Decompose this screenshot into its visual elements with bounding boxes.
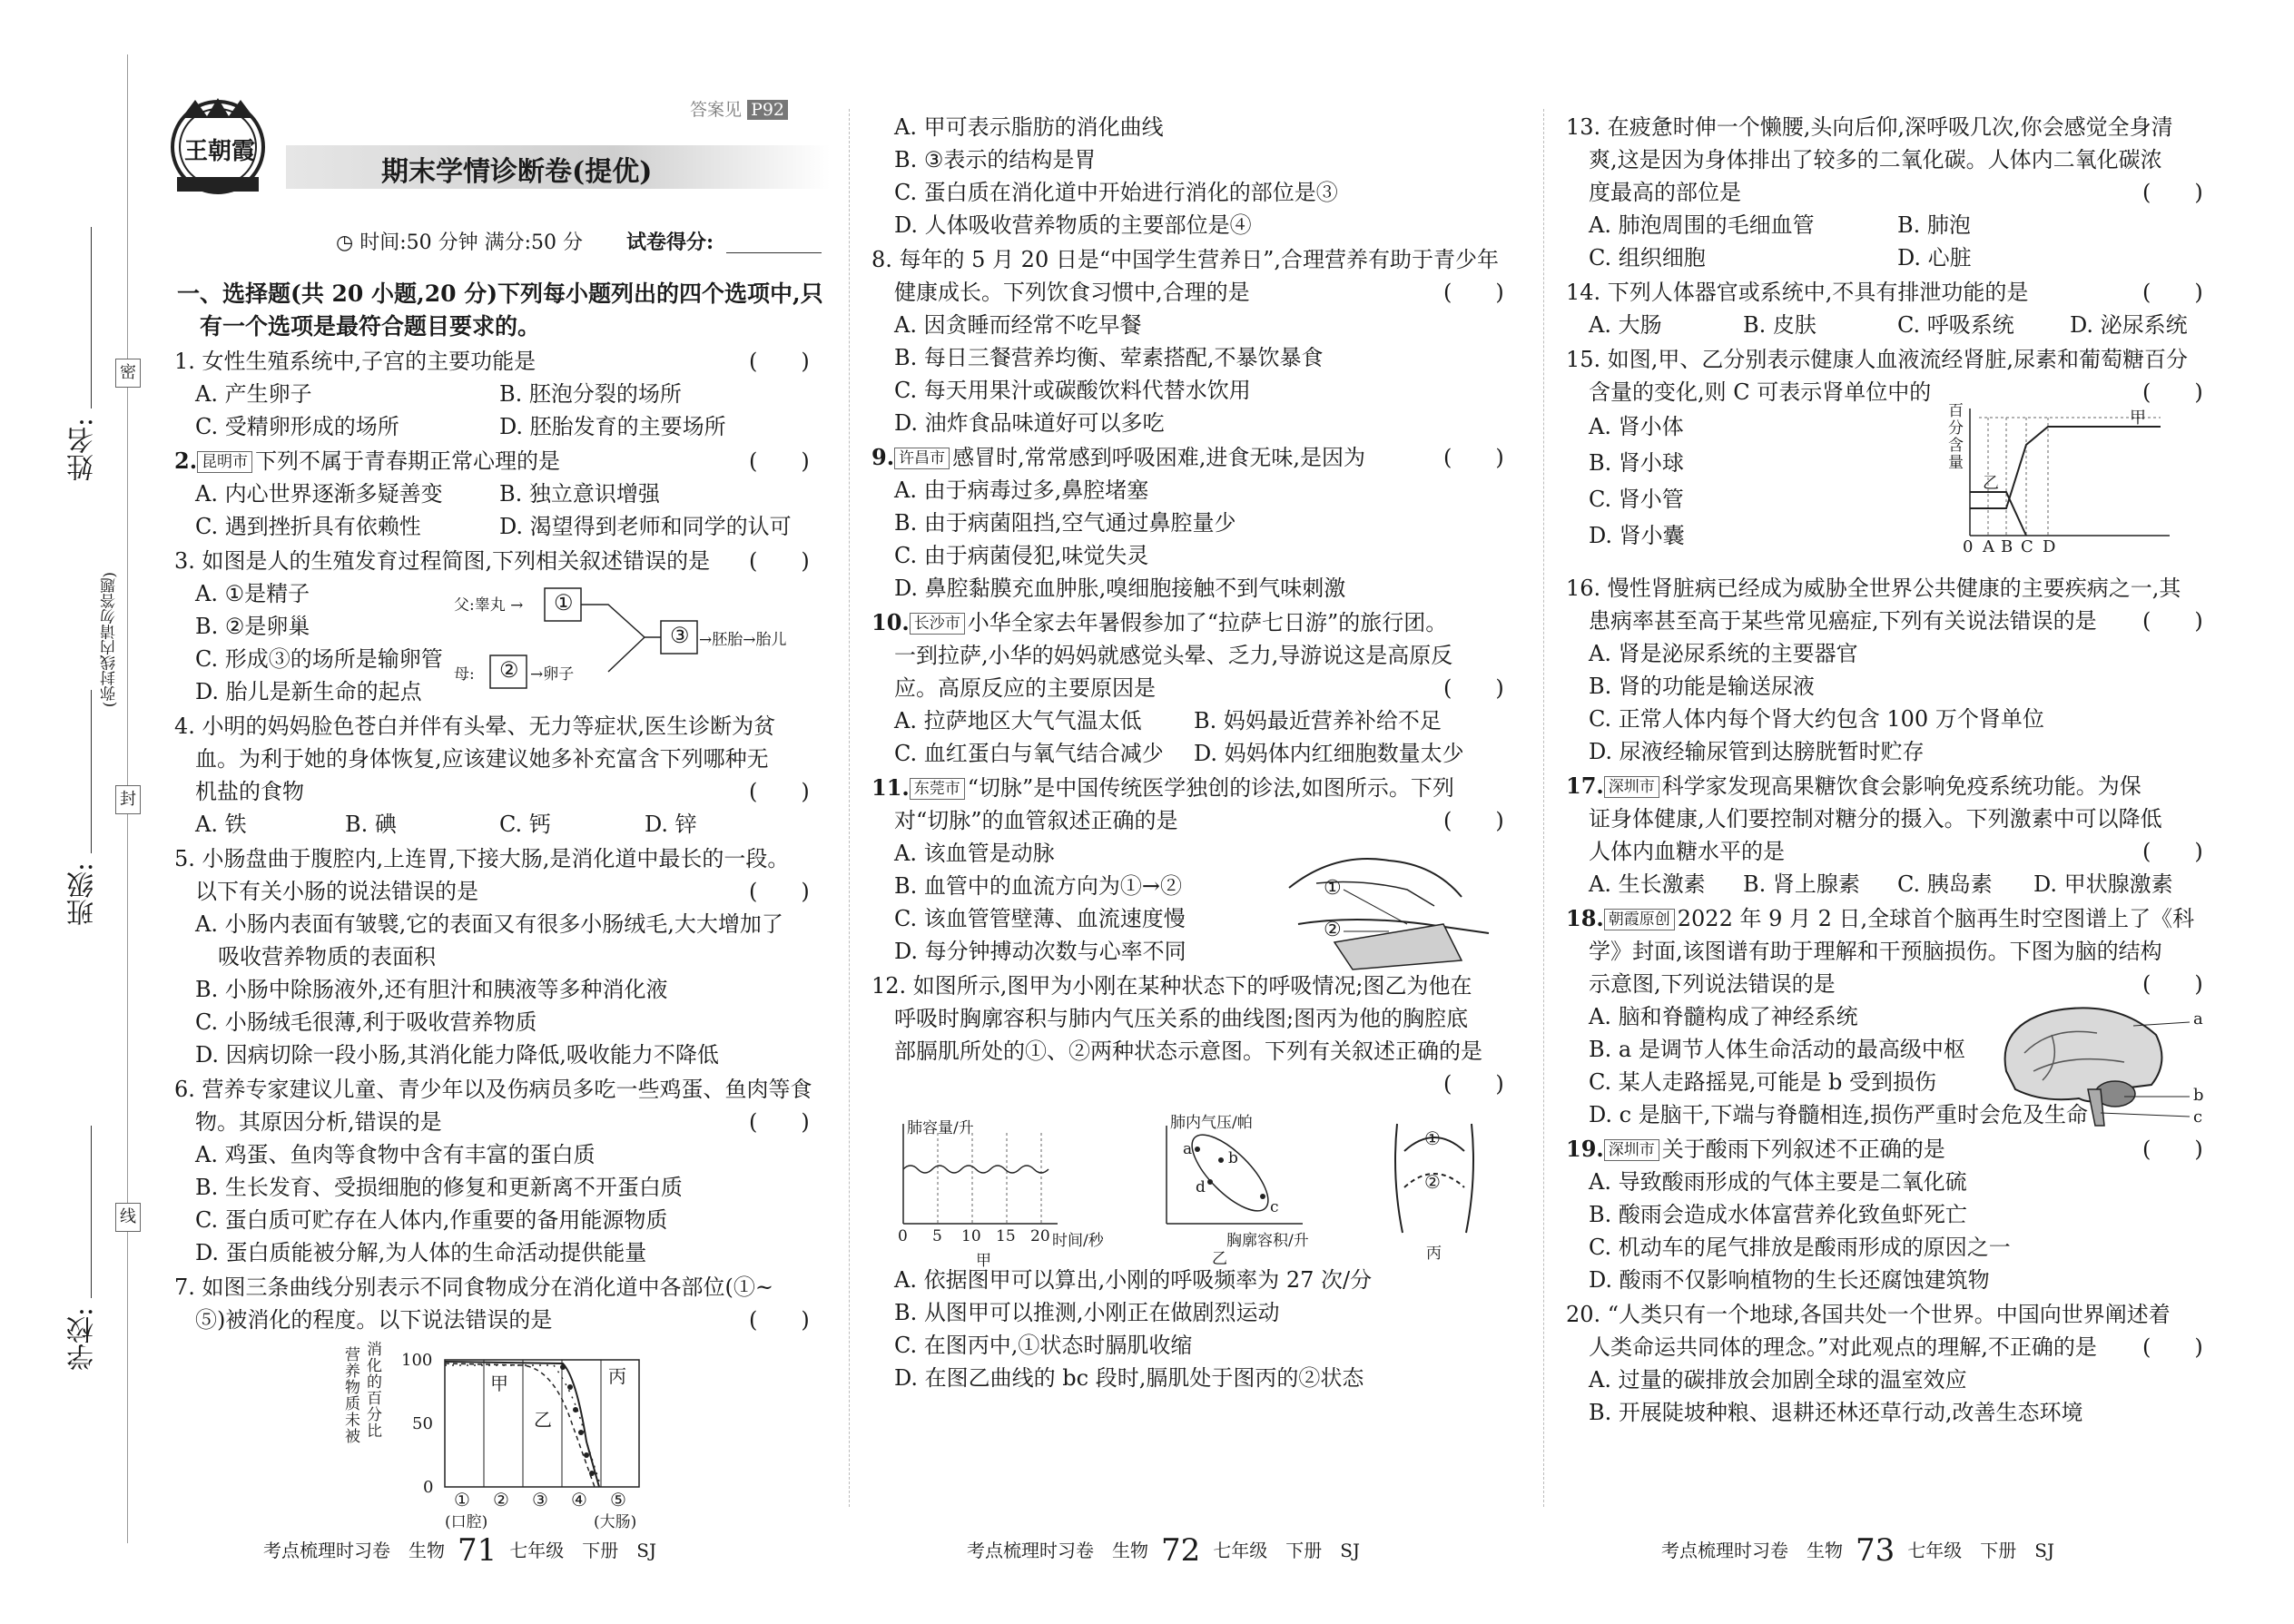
q8-option-d[interactable]: D. 油炸食品味道好可以多吃 xyxy=(894,410,1165,436)
q18-stem-1: 18. 朝霞原创 2022 年 9 月 2 日,全球首个脑再生时空图谱上了《科 xyxy=(1566,905,2195,931)
q7-x-4: ④ xyxy=(571,1489,587,1511)
q20-answer-slot[interactable]: ( ) xyxy=(2142,1334,2203,1360)
q17-option-c[interactable]: C. 胰岛素 xyxy=(1897,871,1993,897)
q12b-a: a xyxy=(1183,1140,1193,1158)
q12c-label-2: ② xyxy=(1424,1171,1441,1193)
q15-stem-1: 15. 如图,甲、乙分别表示健康人血液流经肾脏,尿素和葡萄糖百分 xyxy=(1566,347,2189,372)
q1-option-b[interactable]: B. 胚泡分裂的场所 xyxy=(499,381,682,407)
q18-option-c[interactable]: C. 某人走路摇晃,可能是 b 受到损伤 xyxy=(1589,1069,1937,1095)
q12c-name: 丙 xyxy=(1426,1245,1442,1263)
q15-option-b[interactable]: B. 肾小球 xyxy=(1589,450,1684,476)
q7-option-b[interactable]: B. ③表示的结构是胃 xyxy=(894,147,1097,172)
q17-stem-2: 证身体健康,人们要控制对糖分的摄入。下列激素中可以降低 xyxy=(1589,806,2162,832)
class-underline[interactable] xyxy=(91,690,92,853)
q16-option-a[interactable]: A. 肾是泌尿系统的主要器官 xyxy=(1589,641,1858,666)
q20-option-b[interactable]: B. 开展陡坡种粮、退耕还林还草行动,改善生态环境 xyxy=(1589,1400,2083,1425)
q12a-x15: 15 xyxy=(996,1227,1016,1245)
q18-region-tag: 朝霞原创 xyxy=(1604,909,1675,930)
q12-figure-yi xyxy=(1157,1109,1339,1268)
q15-answer-slot[interactable]: ( ) xyxy=(2142,379,2203,405)
q6-option-b[interactable]: B. 生长发育、受损细胞的修复和更新离不开蛋白质 xyxy=(195,1175,683,1200)
q19-option-d[interactable]: D. 酸雨不仅影响植物的生长还腐蚀建筑物 xyxy=(1589,1267,1990,1293)
q7-y-100: 100 xyxy=(401,1351,433,1370)
q12a-x5: 5 xyxy=(932,1227,942,1245)
q18-option-a[interactable]: A. 脑和脊髓构成了神经系统 xyxy=(1589,1004,1858,1029)
q4-option-b[interactable]: B. 碘 xyxy=(345,812,397,837)
logo-text: 王朝霞 xyxy=(183,138,255,165)
q7-option-d[interactable]: D. 人体吸收营养物质的主要部位是④ xyxy=(894,212,1252,238)
q7-ylabel-right: 消化的百分比 xyxy=(367,1341,382,1441)
q1-stem: 1. 女性生殖系统中,子宫的主要功能是 xyxy=(174,349,537,374)
q4-option-d[interactable]: D. 锌 xyxy=(645,812,697,837)
q19-region-tag: 深圳市 xyxy=(1604,1139,1659,1161)
q19-option-c[interactable]: C. 机动车的尾气排放是酸雨形成的原因之一 xyxy=(1589,1235,2011,1260)
q2-stem: 2. 昆明市 下列不属于青春期正常心理的是 xyxy=(174,448,561,474)
q18-option-b[interactable]: B. a 是调节人体生命活动的最高级中枢 xyxy=(1589,1037,1965,1062)
q7-option-a[interactable]: A. 甲可表示脂肪的消化曲线 xyxy=(894,114,1164,140)
q10-stem-1: 10. 长沙市 小华全家去年暑假参加了“拉萨七日游”的旅行团。 xyxy=(871,609,1448,635)
page-number-73: 73 xyxy=(1856,1532,1895,1569)
q13-option-a[interactable]: A. 肺泡周围的毛细血管 xyxy=(1589,212,1815,238)
q10-option-c[interactable]: C. 血红蛋白与氧气结合减少 xyxy=(894,741,1164,766)
q2-option-d[interactable]: D. 渴望得到老师和同学的认可 xyxy=(499,514,792,539)
q9-answer-slot[interactable]: ( ) xyxy=(1443,445,1504,470)
q3-circle-1: ① xyxy=(554,590,574,615)
q1-option-c[interactable]: C. 受精卵形成的场所 xyxy=(195,414,399,439)
q7-answer-slot[interactable]: ( ) xyxy=(749,1307,810,1333)
q14-option-c[interactable]: C. 呼吸系统 xyxy=(1897,312,2014,338)
q18-stem-2: 学》封面,该图谱有助于理解和干预脑损伤。下图为脑的结构 xyxy=(1589,939,2162,964)
q3-option-a[interactable]: A. ①是精子 xyxy=(195,581,310,606)
q6-option-a[interactable]: A. 鸡蛋、鱼肉等食物中含有丰富的蛋白质 xyxy=(195,1142,596,1167)
q15-series-yi: 乙 xyxy=(1983,474,1999,493)
answer-page-badge: P92 xyxy=(747,100,788,120)
q15-kidney-chart xyxy=(1943,390,2179,558)
column-3 xyxy=(1561,0,2251,1624)
q8-option-b[interactable]: B. 每日三餐营养均衡、荤素搭配,不暴饮暴食 xyxy=(894,345,1324,370)
q20-option-a[interactable]: A. 过量的碳排放会加剧全球的温室效应 xyxy=(1589,1367,1967,1393)
q5-option-a[interactable]: A. 小肠内表面有皱襞,它的表面又有很多小肠绒毛,大大增加了 xyxy=(195,911,783,937)
q9-option-b[interactable]: B. 由于病菌阻挡,空气通过鼻腔量少 xyxy=(894,510,1236,536)
q4-stem-1: 4. 小明的妈妈脸色苍白并伴有头晕、无力等症状,医生诊断为贫 xyxy=(174,714,776,739)
q15-ylabel: 百分含量 xyxy=(1948,402,1964,472)
q16-option-c[interactable]: C. 正常人体内每个肾大约包含 100 万个肾单位 xyxy=(1589,706,2044,732)
q2-answer-slot[interactable]: ( ) xyxy=(749,448,810,474)
q11-option-c[interactable]: C. 该血管管壁薄、血流速度慢 xyxy=(894,906,1186,931)
q7-series-bing: 丙 xyxy=(608,1365,626,1387)
q3-option-d[interactable]: D. 胎儿是新生命的起点 xyxy=(195,679,422,704)
q7-mouth-label: (口腔) xyxy=(445,1513,488,1531)
q6-option-c[interactable]: C. 蛋白质可贮存在人体内,作重要的备用能源物质 xyxy=(195,1207,668,1233)
q8-stem-1: 8. 每年的 5 月 20 日是“中国学生营养日”,合理营养有助于青少年 xyxy=(871,247,1500,272)
q7-x-5: ⑤ xyxy=(610,1489,626,1511)
footer-page-72: 考点梳理时习卷 生物 72 七年级 下册 SJ xyxy=(967,1532,1360,1569)
q18-label-b: b xyxy=(2193,1086,2204,1105)
page-number-72: 72 xyxy=(1161,1532,1201,1569)
q3-mother-label: 母: xyxy=(454,665,475,684)
q3-answer-slot[interactable]: ( ) xyxy=(749,548,810,574)
q12b-ylabel: 肺内气压/帕 xyxy=(1170,1114,1253,1132)
q13-option-c[interactable]: C. 组织细胞 xyxy=(1589,245,1706,271)
section-heading-2: 有一个选项是最符合题目要求的。 xyxy=(200,313,541,340)
page-number-71: 71 xyxy=(458,1532,497,1569)
q18-option-d[interactable]: D. c 是脑干,下端与脊髓相连,损伤严重时会危及生命 xyxy=(1589,1102,2088,1127)
q10-stem-3: 应。高原反应的主要原因是 xyxy=(894,675,1156,701)
name-label: 姓名: xyxy=(67,418,99,482)
q11-pulse-illustration xyxy=(1280,833,1498,979)
q5-option-c[interactable]: C. 小肠绒毛很薄,利于吸收营养物质 xyxy=(195,1009,537,1035)
q12c-label-1: ① xyxy=(1424,1127,1441,1149)
q7-y-50: 50 xyxy=(412,1414,433,1433)
q19-answer-slot[interactable]: ( ) xyxy=(2142,1137,2203,1162)
q10-option-d[interactable]: D. 妈妈体内红细胞数量太少 xyxy=(1194,741,1464,766)
q20-stem-2: 人类命运共同体的理念。”对此观点的理解,不正确的是 xyxy=(1589,1334,2097,1360)
q19-option-a[interactable]: A. 导致酸雨形成的气体主要是二氧化硫 xyxy=(1589,1169,1967,1195)
q12b-xlabel: 胸廓容积/升 xyxy=(1226,1232,1309,1250)
q18-brain-diagram xyxy=(1988,999,2206,1135)
q1-answer-slot[interactable]: ( ) xyxy=(749,349,810,374)
q8-answer-slot[interactable]: ( ) xyxy=(1443,280,1504,305)
q15-xB: B xyxy=(2001,537,2013,556)
q16-stem-1: 16. 慢性肾脏病已经成为威胁全世界公共健康的主要疾病之一,其 xyxy=(1566,576,2181,601)
seal-note: (弥封线内请勿答题) xyxy=(101,572,119,708)
q14-option-a[interactable]: A. 大肠 xyxy=(1589,312,1662,338)
q3-stem: 3. 如图是人的生殖发育过程简图,下列相关叙述错误的是 xyxy=(174,548,711,574)
q18-answer-slot[interactable]: ( ) xyxy=(2142,971,2203,997)
q3-tail-label: →胚胎→胎儿 xyxy=(699,631,787,649)
column-divider-1 xyxy=(849,109,850,1507)
q10-stem-2: 一到拉萨,小华的妈妈就感觉头晕、乏力,导游说这是高原反 xyxy=(894,643,1453,668)
q3-reproduction-diagram xyxy=(454,581,835,699)
q11-option-a[interactable]: A. 该血管是动脉 xyxy=(894,841,1055,866)
q12a-x0: 0 xyxy=(898,1227,908,1245)
q4-option-a[interactable]: A. 铁 xyxy=(195,812,247,837)
q7-x-2: ② xyxy=(493,1489,509,1511)
q15-option-d[interactable]: D. 肾小囊 xyxy=(1589,523,1685,548)
q18-stem-3: 示意图,下列说法错误的是 xyxy=(1589,971,1836,997)
q8-option-c[interactable]: C. 每天用果汁或碳酸饮料代替水饮用 xyxy=(894,378,1251,403)
q12a-name: 甲 xyxy=(976,1252,991,1270)
q4-stem-3: 机盐的食物 xyxy=(195,779,304,804)
q12-option-b[interactable]: B. 从图甲可以推测,小刚正在做剧烈运动 xyxy=(894,1300,1280,1325)
q7-stem-2: ⑤)被消化的程度。以下说法错误的是 xyxy=(195,1307,553,1333)
q14-stem: 14. 下列人体器官或系统中,不具有排泄功能的是 xyxy=(1566,280,2029,305)
q9-option-c[interactable]: C. 由于病菌侵犯,味觉失灵 xyxy=(894,543,1149,568)
q4-answer-slot[interactable]: ( ) xyxy=(749,779,810,804)
q18-label-a: a xyxy=(2193,1009,2203,1029)
q12-option-c[interactable]: C. 在图丙中,①状态时膈肌收缩 xyxy=(894,1333,1193,1358)
feng-mark: 封 xyxy=(115,785,141,814)
q9-option-a[interactable]: A. 由于病毒过多,鼻腔堵塞 xyxy=(894,477,1149,503)
q15-xD: D xyxy=(2043,537,2056,556)
q15-x0: 0 xyxy=(1963,537,1974,556)
column-2 xyxy=(867,0,1534,1624)
q12a-x10: 10 xyxy=(961,1227,981,1245)
q15-xC: C xyxy=(2021,537,2033,556)
q15-stem-2: 含量的变化,则 C 可表示肾单位中的 xyxy=(1589,379,1932,405)
q12-option-a[interactable]: A. 依据图甲可以算出,小刚的呼吸频率为 27 次/分 xyxy=(894,1267,1373,1293)
q6-option-d[interactable]: D. 蛋白质能被分解,为人体的生命活动提供能量 xyxy=(195,1240,647,1265)
q12-stem-2: 呼吸时胸廓容积与肺内气压关系的曲线图;图丙为他的胸腔底 xyxy=(894,1006,1469,1031)
score-field[interactable] xyxy=(726,252,822,253)
column-1 xyxy=(163,0,835,1624)
q16-option-d[interactable]: D. 尿液经输尿管到达膀胱暂时贮存 xyxy=(1589,739,1925,764)
q11-option-d[interactable]: D. 每分钟搏动次数与心率不同 xyxy=(894,939,1186,964)
page-title: 期末学情诊断卷(提优) xyxy=(381,156,653,188)
q15-series-jia: 甲 xyxy=(2130,408,2146,428)
class-label: 班级: xyxy=(67,862,99,927)
q12-figure-jia xyxy=(894,1115,1112,1270)
q7-series-jia: 甲 xyxy=(490,1373,508,1394)
q1-option-d[interactable]: D. 胚胎发育的主要场所 xyxy=(499,414,726,439)
q3-circle-2: ② xyxy=(499,657,519,683)
q13-option-d[interactable]: D. 心脏 xyxy=(1897,245,1972,271)
q12a-x20: 20 xyxy=(1030,1227,1050,1245)
q6-stem-1: 6. 营养专家建议儿童、青少年以及伤病员多吃一些鸡蛋、鱼肉等食 xyxy=(174,1077,812,1102)
q6-answer-slot[interactable]: ( ) xyxy=(749,1109,810,1135)
q20-stem-1: 20. “人类只有一个地球,各国共处一个世界。中国向世界阐述着 xyxy=(1566,1302,2171,1327)
q1-option-a[interactable]: A. 产生卵子 xyxy=(195,381,312,407)
q11-stem-1: 11. 东莞市 “切脉”是中国传统医学独创的诊法,如图所示。下列 xyxy=(871,774,1454,801)
q12-stem-3: 部膈肌所处的①、②两种状态示意图。下列有关叙述正确的是 xyxy=(894,1038,1482,1064)
q7-stem-1: 7. 如图三条曲线分别表示不同食物成分在消化道中各部位(①~ xyxy=(174,1275,773,1300)
q7-colon-label: (大肠) xyxy=(594,1513,637,1531)
q10-answer-slot[interactable]: ( ) xyxy=(1443,675,1504,701)
q17-option-b[interactable]: B. 肾上腺素 xyxy=(1743,871,1860,897)
section-heading-1: 一、选择题(共 20 小题,20 分)下列每小题列出的四个选项中,只 xyxy=(177,281,823,307)
q7-y-0: 0 xyxy=(423,1478,434,1497)
binding-margin xyxy=(0,0,145,1624)
q7-ylabel-left: 营养物质未被 xyxy=(345,1346,360,1446)
q15-xA: A xyxy=(1983,537,1994,556)
q11-answer-slot[interactable]: ( ) xyxy=(1443,808,1504,833)
xian-mark: 线 xyxy=(115,1203,141,1232)
q17-answer-slot[interactable]: ( ) xyxy=(2142,839,2203,864)
q5-option-d[interactable]: D. 因病切除一段小肠,其消化能力降低,吸收能力不降低 xyxy=(195,1042,719,1068)
q13-stem-1: 13. 在疲惫时伸一个懒腰,头向后仰,深呼吸几次,你会感觉全身清 xyxy=(1566,114,2173,140)
q3-egg-label: →卵子 xyxy=(530,665,575,684)
q17-region-tag: 深圳市 xyxy=(1604,776,1659,798)
q12b-name: 乙 xyxy=(1212,1250,1227,1268)
q13-stem-3: 度最高的部位是 xyxy=(1589,180,1741,205)
q8-stem-2: 健康成长。下列饮食习惯中,合理的是 xyxy=(894,280,1250,305)
q3-option-b[interactable]: B. ②是卵巢 xyxy=(195,614,310,639)
footer-page-73: 考点梳理时习卷 生物 73 七年级 下册 SJ xyxy=(1661,1532,2054,1569)
q3-circle-3: ③ xyxy=(670,623,690,648)
q9-option-d[interactable]: D. 鼻腔黏膜充血肿胀,嗅细胞接触不到气味刺激 xyxy=(894,576,1346,601)
logo xyxy=(163,91,281,209)
footer-page-71: 考点梳理时习卷 生物 71 七年级 下册 SJ xyxy=(263,1532,656,1569)
q12b-b: b xyxy=(1228,1149,1238,1167)
q18-label-c: c xyxy=(2193,1107,2203,1127)
q8-option-a[interactable]: A. 因贪睡而经常不吃早餐 xyxy=(894,312,1142,338)
q6-stem-2: 物。其原因分析,错误的是 xyxy=(195,1109,442,1135)
q9-stem: 9. 许昌市 感冒时,常常感到呼吸困难,进食无味,是因为 xyxy=(871,444,1365,470)
q12-stem-1: 12. 如图所示,图甲为小刚在某种状态下的呼吸情况;图乙为他在 xyxy=(871,973,1472,999)
q2-region-tag: 昆明市 xyxy=(197,451,252,473)
q7-option-c[interactable]: C. 蛋白质在消化道中开始进行消化的部位是③ xyxy=(894,180,1338,205)
q9-region-tag: 许昌市 xyxy=(894,448,950,469)
q12-answer-slot[interactable]: ( ) xyxy=(1443,1071,1504,1097)
q5-answer-slot[interactable]: ( ) xyxy=(749,879,810,904)
q5-option-a-cont[interactable]: 吸收营养物质的表面积 xyxy=(218,944,436,969)
q7-digestion-chart xyxy=(345,1341,690,1531)
q4-option-c[interactable]: C. 钙 xyxy=(499,812,551,837)
q17-option-d[interactable]: D. 甲状腺激素 xyxy=(2033,871,2173,897)
q15-option-c[interactable]: C. 肾小管 xyxy=(1589,487,1684,512)
score-label: 试卷得分: xyxy=(626,231,714,254)
q17-stem-1: 17. 深圳市 科学家发现高果糖饮食会影响免疫系统功能。为保 xyxy=(1566,773,2141,799)
q11-label-2: ② xyxy=(1324,919,1342,941)
q16-option-b[interactable]: B. 肾的功能是输送尿液 xyxy=(1589,674,1815,699)
q5-option-b[interactable]: B. 小肠中除肠液外,还有胆汁和胰液等多种消化液 xyxy=(195,977,668,1002)
name-underline[interactable] xyxy=(91,227,92,408)
q7-x-3: ③ xyxy=(532,1489,548,1511)
answer-ref: 答案见 P92 xyxy=(690,96,788,121)
q14-option-b[interactable]: B. 皮肤 xyxy=(1743,312,1816,338)
q2-option-b[interactable]: B. 独立意识增强 xyxy=(499,481,660,507)
school-label: 学校: xyxy=(67,1307,99,1372)
q10-option-a[interactable]: A. 拉萨地区大气气温太低 xyxy=(894,708,1142,733)
q3-father-label: 父:睾丸 → xyxy=(454,596,524,615)
q2-option-a[interactable]: A. 内心世界逐渐多疑善变 xyxy=(195,481,443,507)
q2-option-c[interactable]: C. 遇到挫折具有依赖性 xyxy=(195,514,421,539)
q12b-c: c xyxy=(1270,1198,1279,1216)
q13-answer-slot[interactable]: ( ) xyxy=(2142,180,2203,205)
q12-figure-bing xyxy=(1384,1115,1484,1263)
q17-option-a[interactable]: A. 生长激素 xyxy=(1589,871,1706,897)
q12-option-d[interactable]: D. 在图乙曲线的 bc 段时,膈肌处于图丙的②状态 xyxy=(894,1365,1364,1391)
q11-region-tag: 东莞市 xyxy=(910,778,965,800)
q13-option-b[interactable]: B. 肺泡 xyxy=(1897,212,1971,238)
q19-stem: 19. 深圳市 关于酸雨下列叙述不正确的是 xyxy=(1566,1136,1945,1162)
q4-stem-2: 血。为利于她的身体恢复,应该建议她多补充富含下列哪种无 xyxy=(195,746,769,772)
q15-option-a[interactable]: A. 肾小体 xyxy=(1589,414,1684,439)
q16-answer-slot[interactable]: ( ) xyxy=(2142,608,2203,634)
school-underline[interactable] xyxy=(91,1126,92,1298)
q19-option-b[interactable]: B. 酸雨会造成水体富营养化致鱼虾死亡 xyxy=(1589,1202,1967,1227)
q7-x-1: ① xyxy=(454,1489,470,1511)
q5-stem-2: 以下有关小肠的说法错误的是 xyxy=(195,879,478,904)
q7-series-yi: 乙 xyxy=(534,1409,552,1431)
q14-answer-slot[interactable]: ( ) xyxy=(2142,280,2203,305)
q17-stem-3: 人体内血糖水平的是 xyxy=(1589,839,1785,864)
q13-stem-2: 爽,这是因为身体排出了较多的二氧化碳。人体内二氧化碳浓 xyxy=(1589,147,2162,172)
q12a-xlabel: 时间/秒 xyxy=(1052,1232,1104,1250)
q16-stem-2: 患病率甚至高于某些常见癌症,下列有关说法错误的是 xyxy=(1589,608,2097,634)
q12b-d: d xyxy=(1196,1178,1206,1196)
q5-stem-1: 5. 小肠盘曲于腹腔内,上连胃,下接大肠,是消化道中最长的一段。 xyxy=(174,846,790,871)
q14-option-d[interactable]: D. 泌尿系统 xyxy=(2070,312,2188,338)
mi-mark: 密 xyxy=(115,359,141,388)
q12a-ylabel: 肺容量/升 xyxy=(907,1119,974,1137)
exam-meta: ◷ 时间:50 分钟 满分:50 分 xyxy=(336,231,583,254)
q11-option-b[interactable]: B. 血管中的血流方向为①→② xyxy=(894,873,1183,899)
q10-region-tag: 长沙市 xyxy=(910,613,965,635)
q10-option-b[interactable]: B. 妈妈最近营养补给不足 xyxy=(1194,708,1442,733)
q11-stem-2: 对“切脉”的血管叙述正确的是 xyxy=(894,808,1178,833)
q11-label-1: ① xyxy=(1324,877,1342,900)
q3-option-c[interactable]: C. 形成③的场所是输卵管 xyxy=(195,646,443,672)
column-divider-2 xyxy=(1543,109,1544,1507)
